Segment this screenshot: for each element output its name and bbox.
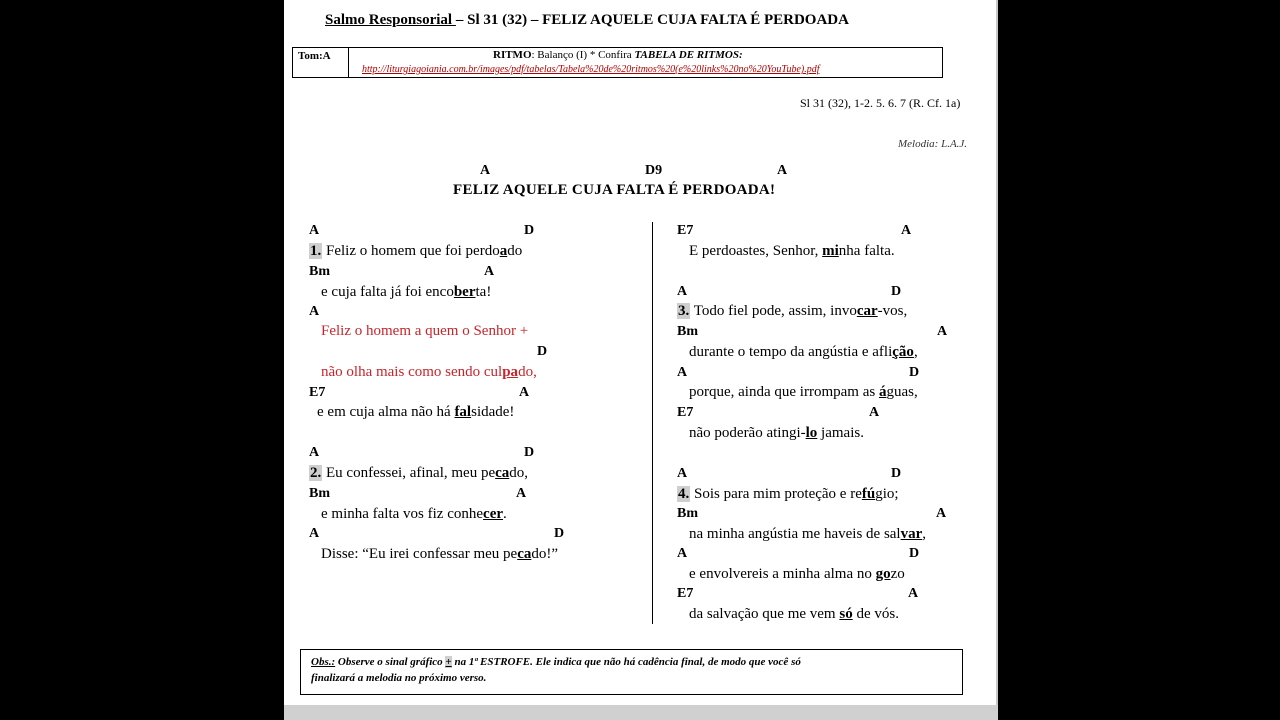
observation-label: Obs.: xyxy=(311,656,336,668)
observation-line-2: finalizará a melodia no próximo verso. xyxy=(311,672,487,684)
lyric-text: guas, xyxy=(886,384,918,400)
stanza-1-line-2 xyxy=(321,284,491,301)
lyric-text: Todo fiel pode, assim, invo xyxy=(690,303,857,319)
column-divider xyxy=(652,222,653,624)
chord: A xyxy=(519,385,530,400)
stanza-1-line-5 xyxy=(317,404,514,421)
chord: E7 xyxy=(677,586,694,601)
stanza-number: 2. xyxy=(310,465,322,481)
lyric-text: zo xyxy=(890,566,905,582)
stressed-syllable: fú xyxy=(861,486,876,502)
rhythm-text: : Balanço (I) * Confira xyxy=(531,49,635,61)
lyric-text: sidade! xyxy=(471,404,515,420)
stressed-syllable: mi xyxy=(822,243,839,259)
stanza-4-line-1 xyxy=(677,486,899,503)
chord: D xyxy=(554,526,565,541)
lyric-text: do xyxy=(507,243,523,259)
chord: A xyxy=(901,223,912,238)
lyric-text: gio; xyxy=(875,486,899,502)
chord: A xyxy=(309,304,320,319)
lyric-text: da salvação que me vem xyxy=(689,606,840,622)
lyric-text: durante o tempo da angústia e afli xyxy=(689,344,893,360)
stanza-2-line-3 xyxy=(321,546,558,563)
stanza-4-line-2 xyxy=(689,526,926,543)
refrain-response-line xyxy=(689,243,895,260)
chord: D xyxy=(909,365,920,380)
chord: E7 xyxy=(309,385,326,400)
refrain-chord-2: D9 xyxy=(645,163,663,178)
lyric-text: e minha falta vos fiz conhe xyxy=(321,506,484,522)
stanza-4-line-4 xyxy=(689,606,899,623)
chord: A xyxy=(908,586,919,601)
chord: E7 xyxy=(677,405,694,420)
page-title xyxy=(325,12,849,29)
stressed-syllable: cer xyxy=(483,506,504,522)
rhythm-table-link[interactable]: http://liturgiagoiania.com.br/images/pdf/tabelas/Tabela%20de%20ritmos%20(e%20links%20no%20YouTube).pdf xyxy=(362,64,820,75)
chord: D xyxy=(909,546,920,561)
stanza-3-line-1 xyxy=(677,303,907,320)
title-psalm-name: – Sl 31 (32) – FELIZ AQUELE CUJA FALTA É PERDOADA xyxy=(455,12,849,28)
melody-credit: Melodia: L.A.J. xyxy=(898,138,968,150)
refrain-chord-1: A xyxy=(480,163,491,178)
chord: A xyxy=(677,284,688,299)
chord: A xyxy=(936,506,947,521)
chord: D xyxy=(891,466,902,481)
rhythm-box-divider xyxy=(348,47,349,78)
chord: A xyxy=(309,445,320,460)
chord: Bm xyxy=(309,264,330,279)
chord: A xyxy=(869,405,880,420)
page-edge xyxy=(996,0,998,720)
chord: E7 xyxy=(677,223,694,238)
chord: D xyxy=(524,445,535,460)
stressed-syllable: go xyxy=(875,566,891,582)
stanza-1-line-4 xyxy=(321,364,537,381)
lyric-text: na minha angústia me haveis de sal xyxy=(689,526,901,542)
chord: A xyxy=(516,486,527,501)
chord: A xyxy=(309,526,320,541)
chord: A xyxy=(677,546,688,561)
chord: D xyxy=(537,344,548,359)
stanza-number: 1. xyxy=(310,243,322,259)
chord: A xyxy=(937,324,948,339)
lyric-text: , xyxy=(922,526,927,542)
chord: D xyxy=(524,223,535,238)
refrain-text: FELIZ AQUELE CUJA FALTA É PERDOADA! xyxy=(453,182,776,198)
stanza-3-line-3 xyxy=(689,384,918,401)
lyric-text: e cuja falta já foi enco xyxy=(321,284,454,300)
lyric-text: e envolvereis a minha alma no xyxy=(689,566,876,582)
lyric-text: -vos, xyxy=(877,303,908,319)
lyric-text: não poderão atingi- xyxy=(689,425,806,441)
observation-text: Observe o sinal gráfico xyxy=(335,656,446,668)
lyric-text: Sois para mim proteção e re xyxy=(690,486,862,502)
lyric-text: porque, ainda que irrompam as xyxy=(689,384,879,400)
stanza-3-line-4 xyxy=(689,425,864,442)
lyric-text: ta! xyxy=(475,284,492,300)
stanza-2-line-1 xyxy=(309,465,528,482)
observation-text: na 1ª ESTROFE. Ele indica que não há cadência final, de modo que você só xyxy=(451,656,801,668)
stressed-syllable: ca xyxy=(495,465,510,481)
lyric-text: nha falta. xyxy=(838,243,895,259)
stanza-2-line-2 xyxy=(321,506,507,523)
lyric-text: do, xyxy=(509,465,529,481)
rhythm-table-label: TABELA DE RITMOS: xyxy=(634,49,743,61)
stressed-syllable: car xyxy=(856,303,878,319)
lyric-text: Disse: “Eu irei confessar meu pe xyxy=(321,546,518,562)
page-bottom-strip xyxy=(284,705,998,720)
stressed-syllable: ber xyxy=(453,284,476,300)
lyric-text: não olha mais como sendo cul xyxy=(321,364,503,380)
graphic-sign: + xyxy=(445,656,452,668)
lyric-text: de vós. xyxy=(852,606,899,622)
chord: Bm xyxy=(309,486,330,501)
lyric-text: do, xyxy=(518,364,537,380)
stressed-syllable: fal xyxy=(454,404,472,420)
rhythm-line xyxy=(493,49,743,61)
lyric-text: jamais. xyxy=(817,425,864,441)
lyric-text: Eu confessei, afinal, meu pe xyxy=(322,465,496,481)
lyric-text: . xyxy=(503,506,507,522)
rhythm-label: RITMO xyxy=(493,49,532,61)
stanza-number: 3. xyxy=(678,303,690,319)
refrain-chord-3: A xyxy=(777,163,788,178)
chord: D xyxy=(891,284,902,299)
lyric-text: do!” xyxy=(531,546,559,562)
stressed-syllable: a xyxy=(499,243,508,259)
stressed-syllable: á xyxy=(878,384,887,400)
chord: A xyxy=(677,365,688,380)
stanza-3-line-2 xyxy=(689,344,918,361)
psalm-reference: Sl 31 (32), 1-2. 5. 6. 7 (R. Cf. 1a) xyxy=(800,96,961,110)
stressed-syllable: ca xyxy=(517,546,532,562)
chord: Bm xyxy=(677,506,698,521)
key-label: Tom:A xyxy=(298,50,331,62)
title-psalm-label: Salmo Responsorial xyxy=(325,12,456,28)
lyric-text: e em cuja alma não há xyxy=(317,404,455,420)
lyric-text: Feliz o homem que foi perdo xyxy=(322,243,500,259)
stanza-1-line-3: Feliz o homem a quem o Senhor + xyxy=(321,323,529,339)
stressed-syllable: pa xyxy=(502,364,519,380)
stressed-syllable: ção xyxy=(892,344,914,360)
stressed-syllable: lo xyxy=(805,425,818,441)
stressed-syllable: var xyxy=(900,526,923,542)
lyric-text: , xyxy=(913,344,918,360)
chord: A xyxy=(484,264,495,279)
observation-line-1 xyxy=(311,656,801,668)
stanza-4-line-3 xyxy=(689,566,905,583)
chord: Bm xyxy=(677,324,698,339)
chord: A xyxy=(677,466,688,481)
stressed-syllable: só xyxy=(839,606,853,622)
stanza-1-line-1 xyxy=(309,243,522,260)
chord: A xyxy=(309,223,320,238)
stanza-number: 4. xyxy=(678,486,690,502)
lyric-text: E perdoastes, Senhor, xyxy=(689,243,823,259)
